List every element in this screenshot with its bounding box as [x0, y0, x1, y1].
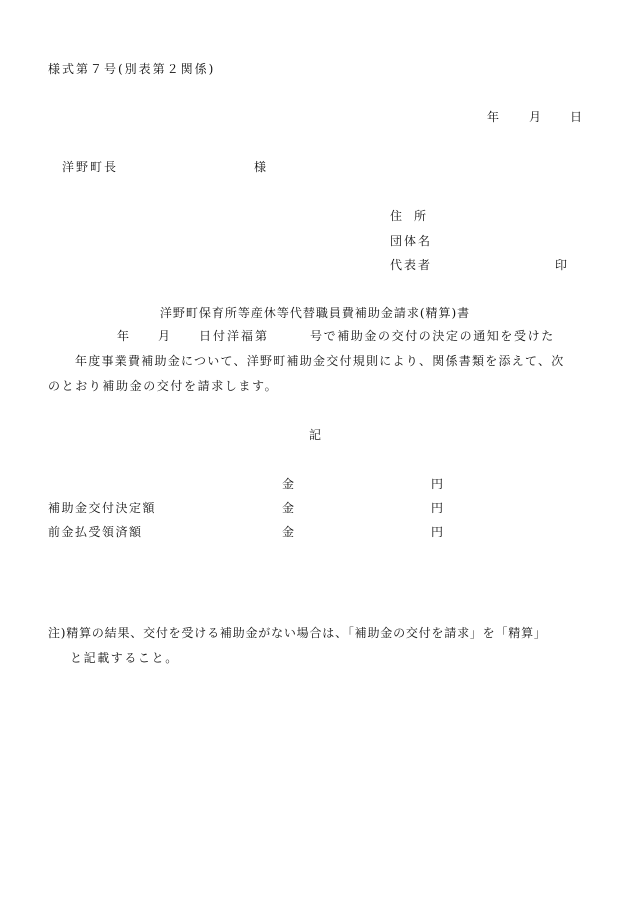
addressee-name: 洋野町長: [62, 160, 119, 174]
amount-kin: 金: [282, 477, 295, 491]
body-day-prefix: 日付洋福第: [199, 329, 270, 343]
document-title: 洋野町保育所等産休等代替職員費補助金請求(精算)書: [159, 306, 471, 320]
body-month-label: 月: [158, 329, 171, 343]
amount-label: 前金払受領済額: [48, 525, 143, 539]
amount-row: [0, 502, 630, 516]
body-line-1-rest: 号で補助金の交付の決定の通知を受けた: [310, 329, 555, 343]
seal-mark: 印: [555, 258, 568, 272]
date-year-label: 年: [487, 110, 500, 124]
body-line-2: 年度事業費補助金について、洋野町補助金交付規則により、関係書類を添えて、次: [75, 354, 565, 368]
note-line-1: 注)精算の結果、交付を受ける補助金がない場合は、「補助金の交付を請求」を「精算」: [48, 626, 547, 640]
amount-kin: 金: [282, 525, 295, 539]
addressee-honorific: 様: [254, 160, 267, 174]
applicant-representative-label: 代表者: [390, 258, 433, 272]
amount-row: [0, 526, 630, 540]
amount-yen: 円: [431, 501, 444, 515]
amount-yen: 円: [431, 477, 444, 491]
date-row: [0, 111, 630, 125]
applicant-group-label: 団体名: [390, 234, 433, 248]
date-day-label: 日: [570, 110, 583, 124]
amount-kin: 金: [282, 501, 295, 515]
note-line-2: と記載すること。: [70, 651, 179, 665]
ki-heading: 記: [308, 428, 321, 442]
form-number: 様式第７号(別表第２関係): [48, 62, 216, 76]
date-month-label: 月: [529, 110, 542, 124]
applicant-address-label: 住 所: [390, 209, 427, 223]
amount-label: 補助金交付決定額: [48, 501, 157, 515]
amount-yen: 円: [431, 525, 444, 539]
body-year-label: 年: [117, 329, 130, 343]
body-line-3: のとおり補助金の交付を請求します。: [48, 379, 279, 393]
body-line-1: [0, 330, 630, 344]
amount-row: [0, 478, 630, 492]
